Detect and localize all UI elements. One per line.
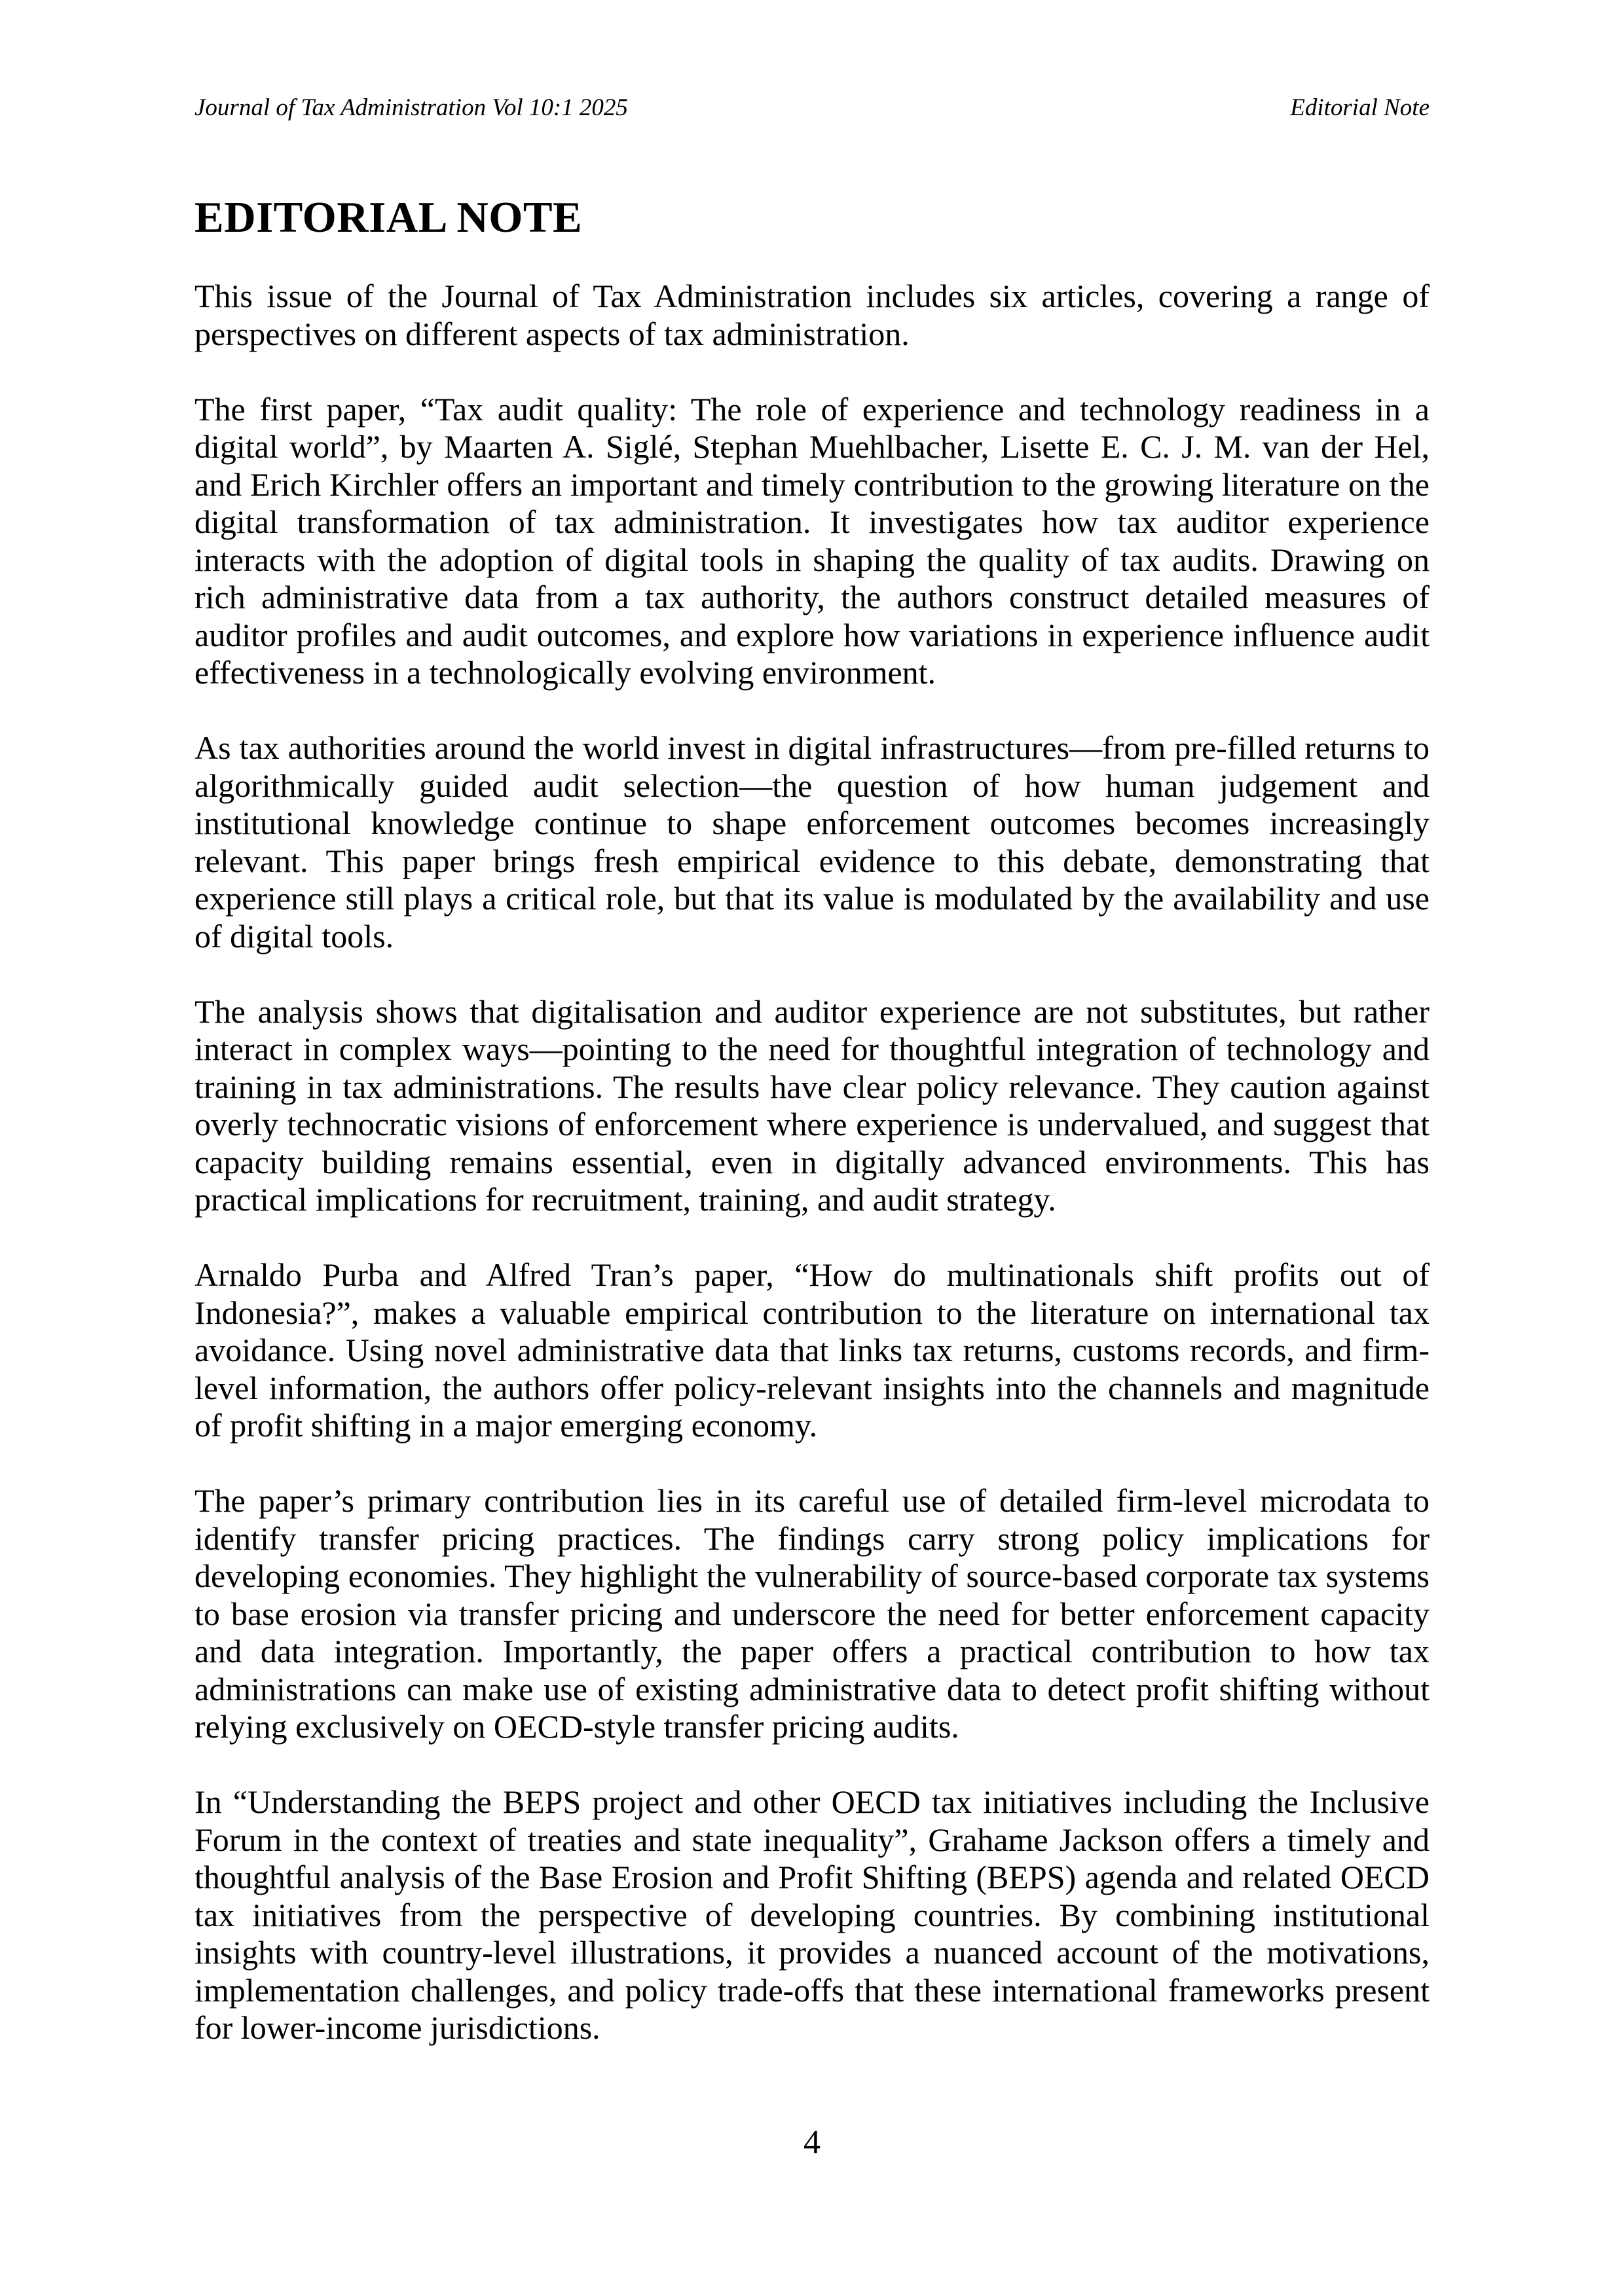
page-title: EDITORIAL NOTE <box>194 193 583 242</box>
header-section-label: Editorial Note <box>1290 94 1430 121</box>
paragraph-purba-tran: Arnaldo Purba and Alfred Tran’s paper, “How do multinationals shift profits out of Indonesia?”, makes a valuable empirical contribution to the literature on international tax avoidance. Using novel administrative data that links tax returns, customs records, and firm-level information, the authors offer policy-relevant insights into the channels and magnitude of profit shifting in a major emerging economy. <box>194 1256 1430 1444</box>
paragraph-first-paper: The first paper, “Tax audit quality: The role of experience and technology readiness in a digital world”, by Maarten A. Siglé, Stephan Muehlbacher, Lisette E. C. J. M. van der Hel, and Erich Kirchler offers an important and timely contribution to the growing literature on the digital transformation of tax administration. It investigates how tax auditor experience interacts with the adoption of digital tools in shaping the quality of tax audits. Drawing on rich administrative data from a tax authority, the authors construct detailed measures of auditor profiles and audit outcomes, and explore how variations in experience influence audit effectiveness in a technologically evolving environment. <box>194 390 1430 691</box>
running-header <box>194 96 1430 120</box>
paragraph-primary-contribution: The paper’s primary contribution lies in its careful use of detailed firm-level microdata to identify transfer pricing practices. The findings carry strong policy implications for developing economies. They highlight the vulnerability of source-based corporate tax systems to base erosion via transfer pricing and underscore the need for better enforcement capacity and data integration. Importantly, the paper offers a practical contribution to how tax administrations can make use of existing administrative data to detect profit shifting without relying exclusively on OECD-style transfer pricing audits. <box>194 1482 1430 1745</box>
paragraph-beps: In “Understanding the BEPS project and other OECD tax initiatives including the Inclusive Forum in the context of treaties and state inequality”, Grahame Jackson offers a timely and thoughtful analysis of the Base Erosion and Profit Shifting (BEPS) agenda and related OECD tax initiatives from the perspective of developing countries. By combining institutional insights with country-level illustrations, it provides a nuanced account of the motivations, implementation challenges, and policy trade-offs that these international frameworks present for lower-income jurisdictions. <box>194 1783 1430 2046</box>
editorial-body <box>194 278 1430 2085</box>
paragraph-analysis: The analysis shows that digitalisation and auditor experience are not substitutes, but rather interact in complex ways—pointing to the need for thoughtful integration of technology and training in tax administrations. The results have clear policy relevance. They caution against overly technocratic visions of enforcement where experience is undervalued, and suggest that capacity building remains essential, even in digitally advanced environments. This has practical implications for recruitment, training, and audit strategy. <box>194 993 1430 1218</box>
page-number: 4 <box>803 2124 821 2161</box>
header-journal-title: Journal of Tax Administration Vol 10:1 2025 <box>194 94 628 121</box>
paragraph-digital-infrastructures: As tax authorities around the world invest in digital infrastructures—from pre-filled returns to algorithmically guided audit selection—the question of how human judgement and institutional knowledge continue to shape enforcement outcomes becomes increasingly relevant. This paper brings fresh empirical evidence to this debate, demonstrating that experience still plays a critical role, but that its value is modulated by the availability and use of digital tools. <box>194 729 1430 955</box>
paragraph-intro: This issue of the Journal of Tax Administration includes six articles, covering a range of perspectives on different aspects of tax administration. <box>194 278 1430 352</box>
page-footer <box>0 2126 1624 2160</box>
